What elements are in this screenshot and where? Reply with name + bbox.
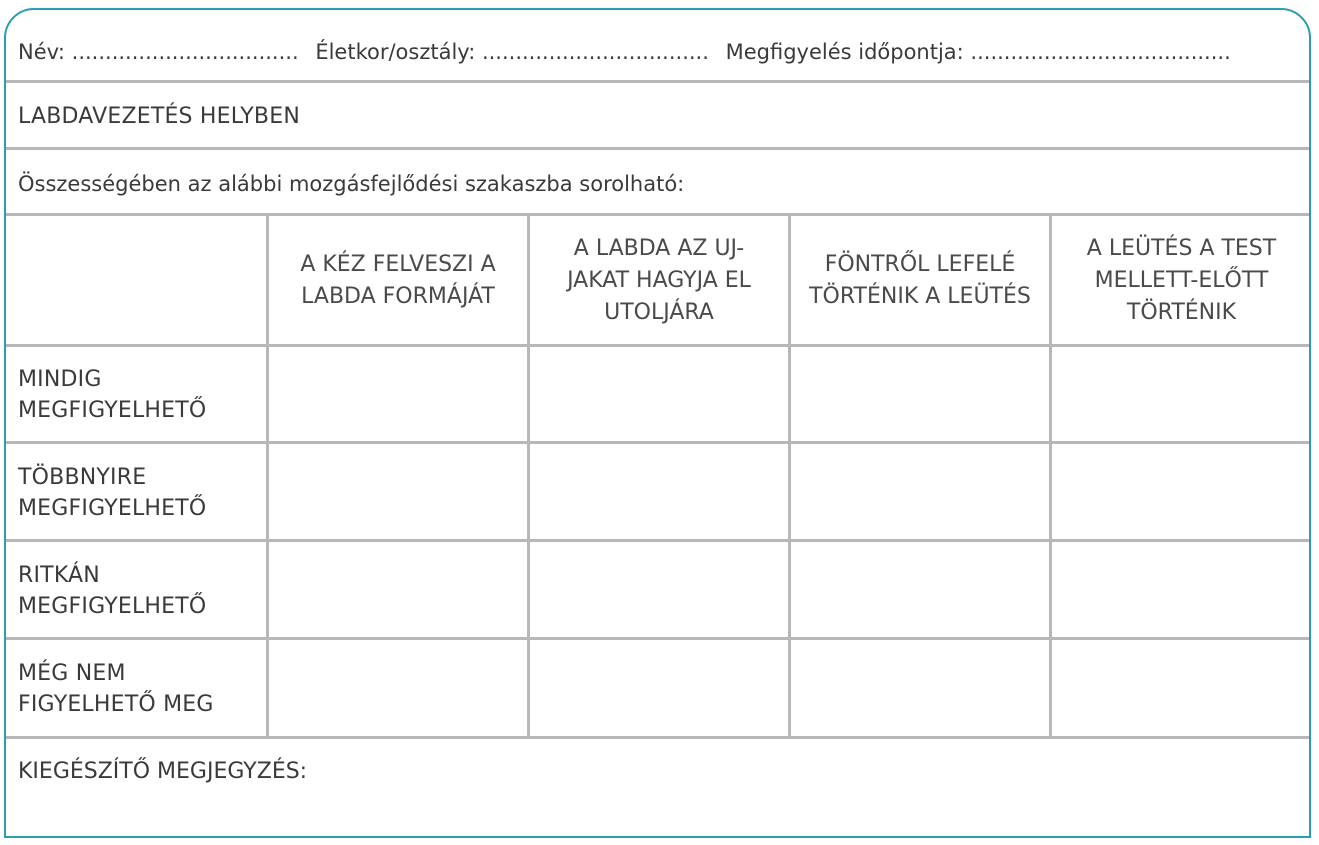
form-title: LABDAVEZETÉS HELYBEN bbox=[18, 104, 300, 129]
column-header-ball-leaves-fingers: A LABDA AZ UJ- JAKAT HAGYJA EL UTOLJÁRA bbox=[567, 236, 751, 325]
divider bbox=[6, 736, 1309, 739]
divider bbox=[6, 441, 1309, 444]
form-subtitle: Összességében az alábbi mozgásfejlődési szakaszba sorolható: bbox=[18, 172, 685, 196]
observation-date-field[interactable]: Megfigyelés időpontja: ....................................... bbox=[725, 40, 1231, 64]
column-header-strike-beside-body: A LEÜTÉS A TEST MELLETT-ELŐTT TÖRTÉNIK bbox=[1086, 236, 1277, 325]
row-label-not-yet: MÉG NEM FIGYELHETŐ MEG bbox=[18, 661, 214, 717]
row-label-mostly: TÖBBNYIRE MEGFIGYELHETŐ bbox=[18, 465, 207, 521]
row-label-rarely: RITKÁN MEGFIGYELHETŐ bbox=[18, 563, 207, 619]
observation-form bbox=[4, 8, 1311, 838]
column-header-hand-shape: A KÉZ FELVESZI A LABDA FORMÁJÁT bbox=[300, 252, 496, 309]
divider bbox=[6, 637, 1309, 640]
name-field[interactable]: Név: .................................. bbox=[18, 40, 299, 64]
divider bbox=[6, 539, 1309, 542]
age-class-field[interactable]: Életkor/osztály: .................................. bbox=[315, 40, 709, 64]
additional-note-label: KIEGÉSZÍTŐ MEGJEGYZÉS: bbox=[18, 759, 308, 784]
divider bbox=[6, 147, 1309, 150]
divider bbox=[6, 344, 1309, 347]
header-fields bbox=[18, 40, 1241, 64]
divider bbox=[6, 80, 1309, 83]
column-header-downward-strike: FÖNTRŐL LEFELÉ TÖRTÉNIK A LEÜTÉS bbox=[809, 252, 1031, 309]
row-label-always: MINDIG MEGFIGYELHETŐ bbox=[18, 367, 207, 423]
